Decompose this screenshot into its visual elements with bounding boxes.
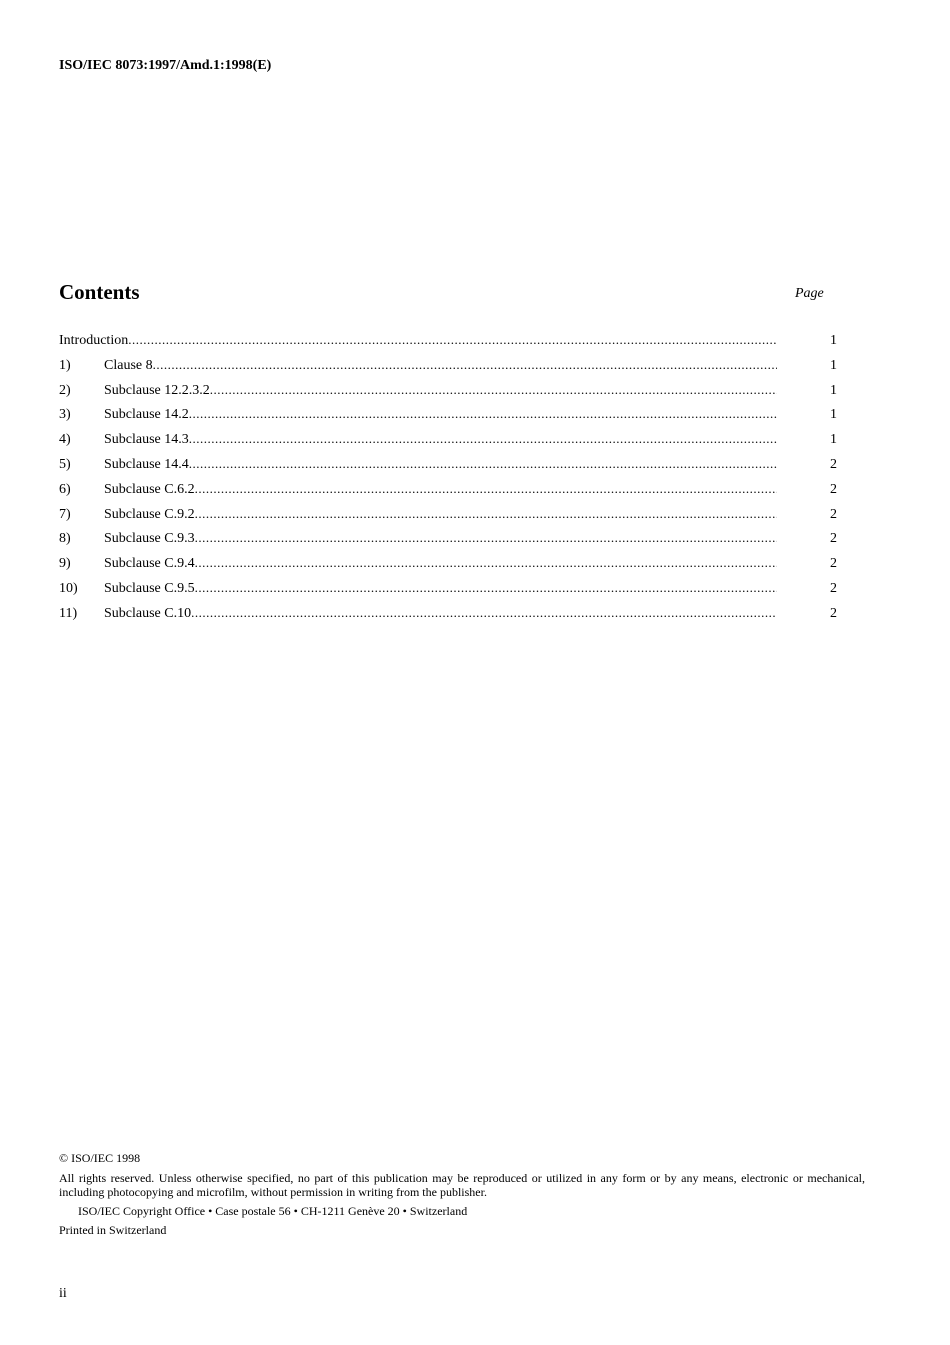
- toc-entry-page: 2: [830, 531, 837, 547]
- toc-entry[interactable]: [59, 601, 837, 626]
- toc-entry-label: Subclause C.9.4: [104, 556, 195, 572]
- toc-entry-page: 2: [830, 456, 837, 472]
- toc-leader-dots: [189, 427, 777, 452]
- toc-entry-page: 1: [830, 357, 837, 373]
- toc-entry-number: 8): [59, 531, 71, 547]
- toc-entry-number: 1): [59, 357, 71, 373]
- toc-leader-dots: [195, 576, 777, 601]
- toc-leader-dots: [153, 353, 777, 378]
- toc-leader-dots: [128, 328, 777, 353]
- table-of-contents: [59, 328, 837, 626]
- toc-entry-page: 1: [830, 333, 837, 348]
- toc-entry-number: 9): [59, 556, 71, 572]
- toc-entry[interactable]: [59, 551, 837, 576]
- toc-entry[interactable]: [59, 427, 837, 452]
- toc-entry-page: 2: [830, 580, 837, 596]
- toc-leader-dots: [191, 601, 777, 626]
- toc-entry-page: 2: [830, 506, 837, 522]
- toc-entry-number: 11): [59, 605, 78, 621]
- toc-entry-number: 6): [59, 481, 71, 497]
- toc-entry-label: Subclause 14.2: [104, 407, 189, 423]
- page-number: ii: [59, 1286, 67, 1301]
- rights-statement: All rights reserved. Unless otherwise specified, no part of this publication may be reproduced or utilized in any form or by any means, electronic or mechanical, including photocopying and microfilm, without permission in writing from the publisher.: [59, 1171, 865, 1199]
- copyright-office-address: ISO/IEC Copyright Office • Case postale 56 • CH-1211 Genève 20 • Switzerland: [78, 1204, 468, 1218]
- toc-entry-label: Introduction: [59, 333, 129, 348]
- toc-entry-label: Subclause C.9.3: [104, 531, 195, 547]
- toc-leader-dots: [195, 526, 777, 551]
- toc-entry-label: Subclause C.6.2: [104, 481, 195, 497]
- toc-entry[interactable]: [59, 502, 837, 527]
- copyright-notice: © ISO/IEC 1998: [59, 1151, 141, 1165]
- toc-leader-dots: [195, 477, 777, 502]
- toc-entry-number: 2): [59, 382, 71, 398]
- toc-leader-dots: [195, 502, 777, 527]
- toc-entry-label: Subclause C.9.5: [104, 580, 195, 596]
- toc-entry-page: 1: [830, 382, 837, 398]
- toc-leader-dots: [189, 452, 777, 477]
- toc-entry-number: 5): [59, 456, 71, 472]
- toc-entry[interactable]: [59, 526, 837, 551]
- toc-entry-label: Subclause C.10: [104, 605, 192, 621]
- toc-entry-label: Subclause 14.3: [104, 432, 189, 448]
- printed-location: Printed in Switzerland: [59, 1223, 167, 1237]
- toc-entry-page: 1: [830, 432, 837, 448]
- toc-entry-label: Subclause 12.2.3.2: [104, 382, 210, 398]
- toc-entry-page: 1: [830, 407, 837, 423]
- page-column-label: Page: [795, 286, 824, 301]
- toc-entry[interactable]: [59, 576, 837, 601]
- toc-leader-dots: [189, 402, 777, 427]
- toc-entry[interactable]: [59, 452, 837, 477]
- toc-entry-page: 2: [830, 605, 837, 621]
- toc-leader-dots: [210, 378, 777, 403]
- toc-entry-page: 2: [830, 481, 837, 497]
- toc-entry-number: 10): [59, 580, 78, 596]
- toc-entry[interactable]: [59, 353, 837, 378]
- toc-entry-number: 4): [59, 432, 71, 448]
- toc-entry[interactable]: [59, 378, 837, 403]
- toc-leader-dots: [195, 551, 777, 576]
- contents-title: Contents: [59, 280, 140, 304]
- toc-entry-number: 7): [59, 506, 71, 522]
- toc-entry-label: Subclause C.9.2: [104, 506, 195, 522]
- toc-entry[interactable]: [59, 477, 837, 502]
- toc-entry-label: Clause 8: [104, 357, 153, 373]
- document-reference: ISO/IEC 8073:1997/Amd.1:1998(E): [59, 58, 272, 73]
- toc-entry-number: 3): [59, 407, 71, 423]
- toc-entry-introduction[interactable]: [59, 328, 837, 353]
- toc-entry[interactable]: [59, 402, 837, 427]
- toc-entry-label: Subclause 14.4: [104, 456, 189, 472]
- toc-entry-page: 2: [830, 556, 837, 572]
